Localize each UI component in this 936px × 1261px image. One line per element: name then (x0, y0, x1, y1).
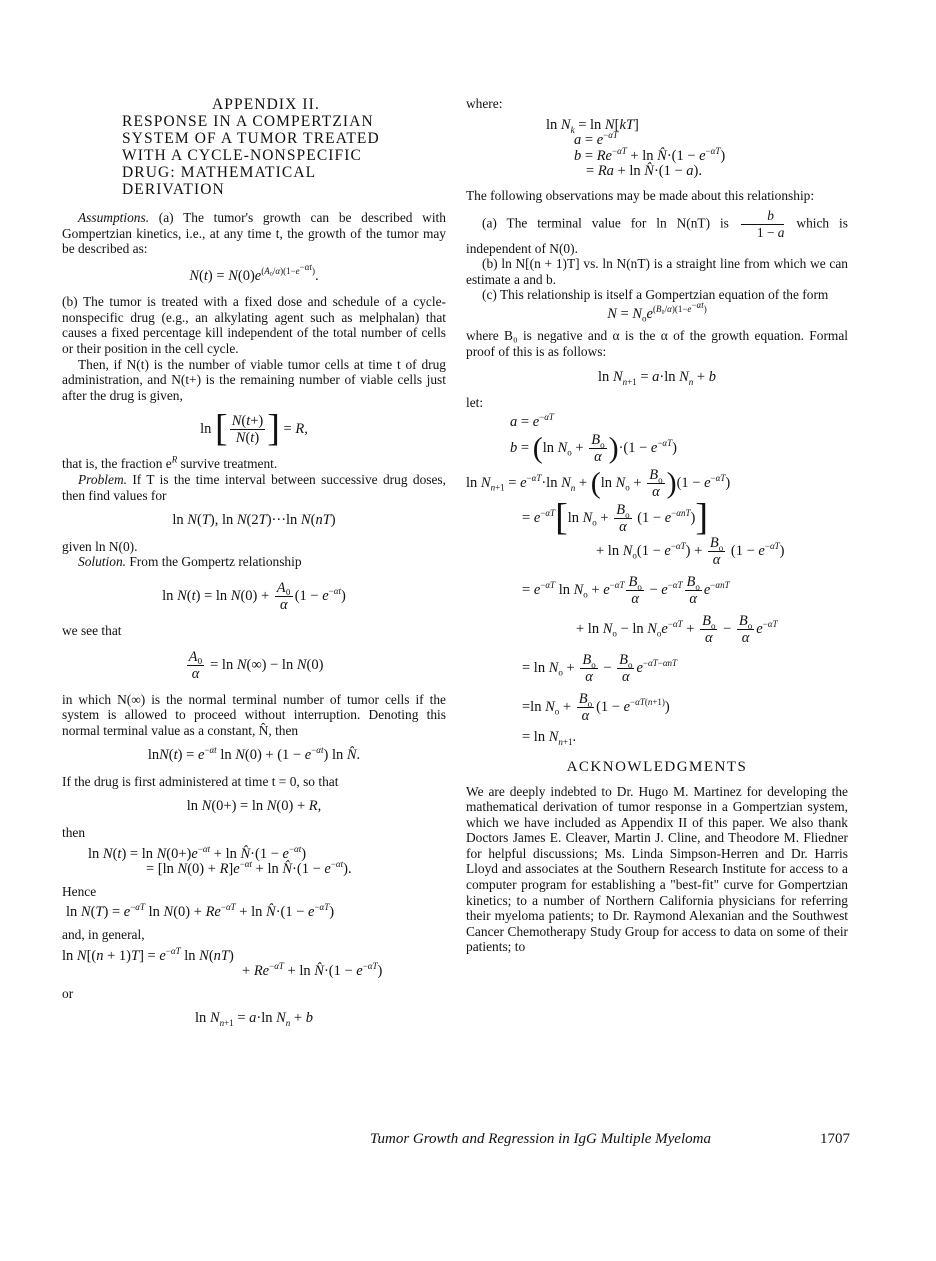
equation-10: $\ln N[(n + 1)T] = e^{-\alpha T}$ ln N(nT) + $Re^{-\alpha T} + \ln$ N̂·(1 − $e^{-\alpha T}$) (62, 945, 383, 980)
fraction-paragraph: that is, the fraction $e^R$ survive treatment. (62, 454, 278, 472)
observation-a: (a) The terminal value for ln N(nT) is $\frac{b}{1 - a}$ which is independent of N(0). (466, 207, 848, 256)
in-which-paragraph: in which N(∞) is the normal terminal number of tumor cells if the system is allowed to proceed without interruption. Denoting this normal terminal value as a constant, N̂, then (62, 691, 446, 738)
page-footer (370, 1131, 850, 1148)
let-text: let: (466, 395, 484, 411)
acknowledgments-heading: ACKNOWLEDGMENTS (566, 758, 748, 775)
equation-6: $\ln N(t) = e^{-\alpha t}$ $\ln N(0) + (1 - e^{-\alpha t})$ ln N̂. (147, 745, 361, 764)
appendix-title (122, 96, 446, 198)
observation-c: (c) This relationship is itself a Gompertzian equation of the form (482, 287, 829, 303)
where-bo-text: where B₀ is negative and α is the α of the growth equation. Formal proof of this is as follows: (466, 328, 848, 359)
then-text: then (62, 825, 86, 841)
equation-3: ln N(T), ln N(2T)···ln N(nT) (172, 512, 336, 529)
title-line: WITH A CYCLE-NONSPECIFIC (122, 147, 362, 164)
equation-5: $\frac{\text{A₀}}{\alpha}$ = ln N(∞) − ln N(0) (188, 648, 324, 682)
following-text: The following observations may be made about this relationship: (466, 187, 815, 203)
solution-paragraph: Solution. From the Gompertz relationship (78, 554, 302, 570)
equation-form: $N = N_oe^{(B_0/\alpha)(1-e^{-\alpha t})}$ (607, 299, 707, 324)
proof-equations: $a = e^{-\alpha T}$ b = (ln $N_o$ + $\frac{B_o}{\alpha}$ )$\cdot(1 - e^{-\alpha T})$ $\ln N_{n+1} = e^{-\alpha T}\cdot\ln$ $N_n + (\ln$ $N_o$ + $\frac{B_o}{\alpha}$ )$(1 - e^{-\alpha T})$ = $e^{-\alpha T}[\ln$ $N_o$ + $\frac{B_o}{\alpha}$ $(1 - e^{-\alpha nT})$] + $\ln N_o(1 - e^{-\alpha T})$ + $\frac{B_o}{\alpha}$ $(1 - e^{-\alpha T})$ = $e^{-\alpha T}$ $\ln N_o + e^{-\alpha T}$ $\frac{B_o}{\alpha}$ − $e^{-\alpha T}$ $\frac{B_o}{\alpha}$ $e^{-\alpha nT}$ + $\ln N_o - \ln N_oe^{-\alpha T}$ + $\frac{B_o}{\alpha}$ − $\frac{B_o}{\alpha}$ $e^{-\alpha T}$ = $\ln N_o$ + $\frac{B_o}{\alpha}$ − $\frac{B_o}{\alpha}$ $e^{-\alpha T-\alpha nT}$ =ln $N_o$ + $\frac{B_o}{\alpha}$ $(1 - e^{-\alpha T(n+1)})$ = $\ln N_{n+1}$. (466, 411, 785, 748)
then-paragraph: Then, if N(t) is the number of viable tumor cells at time t of drug administration, and N(t+) is the remaining number of viable cells just after the drug is given, (62, 356, 446, 403)
where-equations: $\ln N_k = \ln N[kT]$ $a = e^{-\alpha T}$ $b = Re^{-\alpha T} + \ln$ N̂·(1 − $e^{-\alpha T}$) = Ra + ln N̂·(1 − a). (546, 116, 726, 180)
equation-4: ln N(t) = ln N(0) + $\frac{\text{A₀}}{\alpha}$ $(1 - e^{-\alpha t})$ (162, 579, 346, 613)
assumption-b: (b) The tumor is treated with a fixed dose and schedule of a cycle-nonspecific drug (e.g., an alkylating agent such as melphalan) that causes a fixed percentage kill independent of the total number of cells or their position in the cell cycle. (62, 294, 446, 356)
equation-r1: $\ln N_{n+1} = a\cdot\ln$ $N_n + b$ (598, 368, 716, 387)
or-text: or (62, 985, 74, 1001)
assumptions-paragraph: Assumptions. (a) The tumor's growth can be described with Gompertzian kinetics, i.e., at any time t, the growth of the tumor may be described as: (62, 210, 446, 257)
page-number: 1707 (820, 1131, 850, 1147)
title-line: SYSTEM OF A TUMOR TREATED (122, 130, 380, 147)
running-title: Tumor Growth and Regression in IgG Multiple Myeloma (370, 1131, 711, 1147)
equation-11: $\ln N_{n+1} = a\cdot\ln$ $N_n + b$ (195, 1010, 313, 1029)
title-line: DRUG: MATHEMATICAL (122, 164, 317, 181)
we-see-text: we see that (62, 622, 122, 638)
equation-1: $N(t) = N(0)e^{(A_0/\alpha)(1-e^{-\alpha t})}$. (189, 261, 319, 284)
right-column (466, 96, 848, 955)
equation-9: $\ln N(T) = e^{-\alpha T}$ $\ln N(0) + Re^{-\alpha T} + \ln$ N̂·(1 − $e^{-\alpha T}$) (66, 902, 335, 921)
where-text: where: (466, 96, 503, 111)
equation-8: $\ln N(t) = \ln N(0+)e^{-\alpha t} + \ln$ N̂·(1 − $e^{-\alpha t}$) = [ln $N(0) + R]e^{-\alpha t} + \ln$ N̂·(1 − $e^{-\alpha t}$). (88, 843, 352, 878)
left-column (62, 96, 446, 1037)
if-drug-text: If the drug is first administered at time t = 0, so that (62, 773, 339, 789)
title-line: APPENDIX II. (212, 96, 320, 113)
title-line: DERIVATION (122, 181, 225, 198)
acknowledgments-text: We are deeply indebted to Dr. Hugo M. Martinez for developing the mathematical derivation of tumor response in a Gompertzian system, which we have included as Appendix II of this paper. We also thank Doctors James E. Cleaver, Martin J. Cline, and Theodore M. Fliedner for helpful discussions; Ms. Linda Simpson-Herren and Dr. Harris Lloyd and associates at the Southern Research Institute for access to a computer program for establishing a "best-fit" curve for Gompertzian kinetics; to a number of Northern California physicians for referring their myeloma patients; to Dr. Raymond Alexanian and the Southwest Cancer Chemotherapy Study Group for access to data on some of their patients; to (466, 783, 848, 955)
given-text: given ln N(0). (62, 538, 138, 554)
equation-7: ln N(0+) = ln N(0) + R, (186, 798, 322, 815)
title-line: RESPONSE IN A COMPERTZIAN (122, 113, 374, 130)
observation-b: (b) ln N[(n + 1)T] vs. ln N(nT) is a straight line from which we can estimate a and b. (466, 256, 848, 287)
problem-paragraph: Problem. If T is the time interval between successive drug doses, then find values for (62, 471, 446, 503)
and-general-text: and, in general, (62, 927, 145, 943)
equation-2: ln [ $\frac{N(t+)}{N(t)}$ ] = R, (200, 408, 308, 451)
hence-text: Hence (62, 883, 97, 899)
